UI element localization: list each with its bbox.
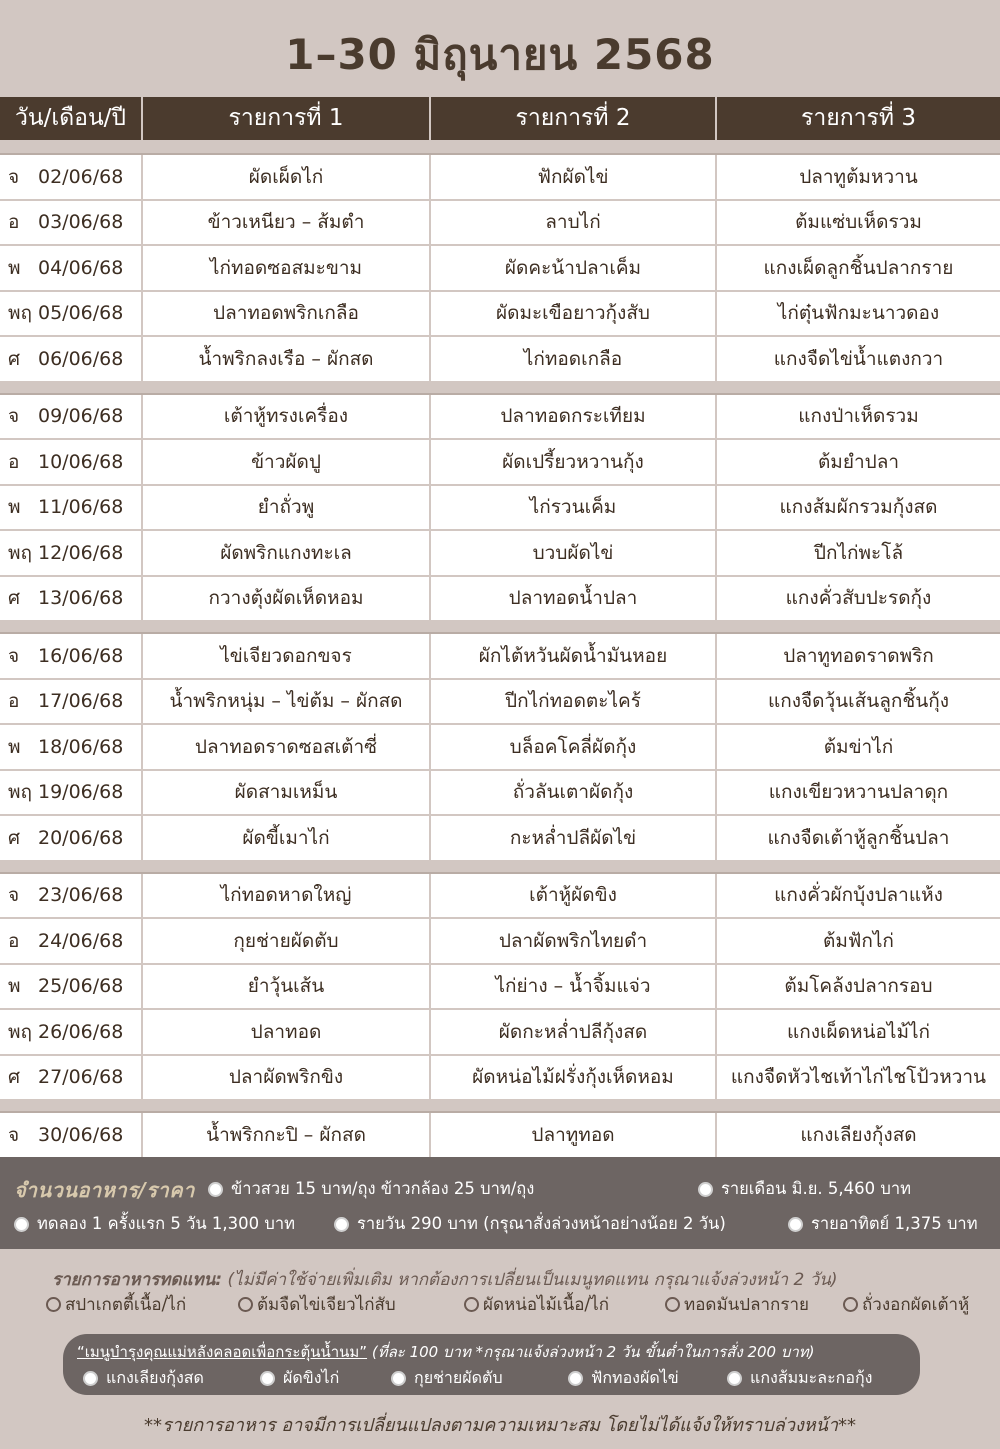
menu-item-1: กุยช่ายผัดตับ (142, 918, 430, 964)
menu-item-2: ผัดมะเขือยาวกุ้งสับ (430, 291, 716, 337)
table-row (0, 154, 1000, 200)
weekday-abbr: จ (8, 405, 20, 428)
menu-item-2: บวบผัดไข่ (430, 530, 716, 576)
date-value: 20/06/68 (38, 826, 124, 849)
substitute-item-label: ผัดหน่อไม้เนื้อ/ไก่ (483, 1295, 610, 1315)
menu-item-1: ปลาทอดราดซอสเต้าซี่ (142, 724, 430, 770)
trial-option[interactable] (14, 1211, 295, 1237)
table-row (0, 336, 1000, 382)
weekday-abbr: พฤ (8, 1020, 33, 1043)
date-cell (0, 964, 142, 1010)
menu-item-2: ผัดหน่อไม้ฝรั่งกุ้งเห็ดหอม (430, 1055, 716, 1101)
menu-item-2: ปีกไก่ทอดตะไคร้ (430, 679, 716, 725)
special-note: (ที่ละ 100 บาท *กรุณาแจ้งล่วงหน้า 2 วัน ขั้นต่ำในการสั่ง 200 บาท) (371, 1343, 815, 1361)
menu-item-2: เต้าหู้ผัดขิง (430, 873, 716, 919)
date-value: 13/06/68 (38, 587, 124, 610)
week-separator (0, 1100, 1000, 1112)
date-cell (0, 154, 142, 200)
menu-item-3: แกงจืดไข่น้ำแตงกวา (716, 336, 1000, 382)
date-cell (0, 918, 142, 964)
menu-item-3: ปลาทูต้มหวาน (716, 154, 1000, 200)
daily-option[interactable] (334, 1211, 726, 1237)
date-cell (0, 815, 142, 861)
table-row (0, 724, 1000, 770)
menu-item-3: แกงจืดวุ้นเส้นลูกชิ้นกุ้ง (716, 679, 1000, 725)
date-cell (0, 1112, 142, 1158)
table-row (0, 245, 1000, 291)
table-row (0, 964, 1000, 1010)
special-item-label: แกงเลียงกุ้งสด (106, 1368, 204, 1387)
menu-item-1: ผัดพริกแกงทะเล (142, 530, 430, 576)
date-cell (0, 873, 142, 919)
menu-item-2: ถั่วลันเตาผัดกุ้ง (430, 770, 716, 816)
radio-ring-icon (464, 1297, 479, 1312)
substitute-item[interactable] (665, 1291, 809, 1318)
menu-item-3: ต้มแซ่บเห็ดรวม (716, 200, 1000, 246)
menu-item-1: ผัดเผ็ดไก่ (142, 154, 430, 200)
radio-dot-icon (14, 1217, 29, 1232)
menu-item-1: ยำวุ้นเส้น (142, 964, 430, 1010)
weekday-abbr: ศ (8, 826, 21, 849)
menu-item-3: แกงเขียวหวานปลาดุก (716, 770, 1000, 816)
date-cell (0, 245, 142, 291)
menu-item-1: ข้าวผัดปู (142, 439, 430, 485)
table-row (0, 1112, 1000, 1158)
radio-dot-icon (788, 1217, 803, 1232)
date-cell (0, 633, 142, 679)
menu-item-3: แกงคั่วผักบุ้งปลาแห้ง (716, 873, 1000, 919)
substitute-item[interactable] (843, 1291, 969, 1318)
menu-item-3: แกงคั่วสับปะรดกุ้ง (716, 576, 1000, 622)
table-row (0, 439, 1000, 485)
table-row (0, 200, 1000, 246)
date-cell (0, 200, 142, 246)
table-row (0, 576, 1000, 622)
radio-dot-icon (727, 1371, 742, 1386)
substitute-item[interactable] (238, 1291, 396, 1318)
substitute-item-label: สปาเกตตี้เนื้อ/ไก่ (65, 1295, 187, 1315)
menu-item-3: แกงป่าเห็ดรวม (716, 394, 1000, 440)
special-item[interactable] (260, 1366, 339, 1391)
table-row (0, 530, 1000, 576)
radio-dot-icon (208, 1182, 223, 1197)
table-row (0, 394, 1000, 440)
date-value: 16/06/68 (38, 644, 124, 667)
weekday-abbr: พ (8, 256, 21, 279)
menu-item-3: ไก่ตุ๋นฟักมะนาวดอง (716, 291, 1000, 337)
table-row (0, 485, 1000, 531)
header-date: วัน/เดือน/ปี (0, 97, 142, 142)
weekday-abbr: พ (8, 975, 21, 998)
week-separator-cell (0, 382, 1000, 394)
weekday-abbr: จ (8, 1123, 20, 1146)
date-cell (0, 530, 142, 576)
page-title: 1–30 มิถุนายน 2568 (285, 30, 715, 79)
date-value: 09/06/68 (38, 405, 124, 428)
substitute-item[interactable] (464, 1291, 609, 1318)
date-cell (0, 1055, 142, 1101)
date-cell (0, 770, 142, 816)
week-separator (0, 621, 1000, 633)
menu-item-3: ปีกไก่พะโล้ (716, 530, 1000, 576)
menu-item-2: ผัดเปรี้ยวหวานกุ้ง (430, 439, 716, 485)
weekday-abbr: จ (8, 165, 20, 188)
pricing-box (0, 1157, 1000, 1249)
menu-item-1: น้ำพริกลงเรือ – ผักสด (142, 336, 430, 382)
menu-item-3: แกงจืดหัวไชเท้าไก่ไชโป้วหวาน (716, 1055, 1000, 1101)
table-row (0, 1055, 1000, 1101)
menu-body (0, 142, 1000, 1158)
menu-item-1: ผัดขี้เมาไก่ (142, 815, 430, 861)
menu-table (0, 97, 1000, 1159)
weekday-abbr: พฤ (8, 781, 33, 804)
menu-item-2: ปลาทอดน้ำปลา (430, 576, 716, 622)
menu-item-1: ไก่ทอดหาดใหญ่ (142, 873, 430, 919)
menu-item-3: ปลาทูทอดราดพริก (716, 633, 1000, 679)
date-value: 18/06/68 (38, 735, 124, 758)
substitute-note: (ไม่มีค่าใช้จ่ายเพิ่มเติม หากต้องการเปลี่ยนเป็นเมนูทดแทน กรุณาแจ้งล่วงหน้า 2 วัน) (227, 1270, 838, 1290)
date-value: 19/06/68 (38, 781, 124, 804)
radio-dot-icon (334, 1217, 349, 1232)
special-item[interactable] (727, 1366, 872, 1391)
radio-dot-icon (391, 1371, 406, 1386)
substitute-label: รายการอาหารทดแทน: (52, 1270, 223, 1290)
weekday-abbr: อ (8, 450, 20, 473)
week-separator-cell (0, 621, 1000, 633)
menu-item-2: บล็อคโคลี่ผัดกุ้ง (430, 724, 716, 770)
week-separator-cell (0, 1100, 1000, 1112)
menu-item-3: แกงจืดเต้าหู้ลูกชิ้นปลา (716, 815, 1000, 861)
substitute-heading (52, 1266, 992, 1293)
table-row (0, 633, 1000, 679)
substitute-item-label: ถั่วงอกผัดเต้าหู้ (862, 1295, 970, 1315)
menu-item-2: ฟักผัดไข่ (430, 154, 716, 200)
rice-price: ข้าวสวย 15 บาท/ถุง ข้าวกล้อง 25 บาท/ถุง (231, 1179, 535, 1198)
special-item-label: ฟักทองผัดไข่ (591, 1368, 679, 1387)
table-row (0, 770, 1000, 816)
menu-item-1: ยำถั่วพู (142, 485, 430, 531)
table-row (0, 918, 1000, 964)
date-cell (0, 576, 142, 622)
menu-item-3: แกงเลียงกุ้งสด (716, 1112, 1000, 1158)
special-title: “เมนูบำรุงคุณแม่หลังคลอดเพื่อกระตุ้นน้ำนม” (77, 1343, 368, 1361)
special-item[interactable] (568, 1366, 679, 1391)
menu-item-1: น้ำพริกกะปิ – ผักสด (142, 1112, 430, 1158)
weekday-abbr: ศ (8, 1066, 21, 1089)
menu-item-2: ผักไต้หวันผัดน้ำมันหอย (430, 633, 716, 679)
menu-item-3: ต้มโคล้งปลากรอบ (716, 964, 1000, 1010)
weekday-abbr: จ (8, 644, 20, 667)
weekday-abbr: ศ (8, 587, 21, 610)
menu-item-1: ปลาทอด (142, 1009, 430, 1055)
date-value: 27/06/68 (38, 1066, 124, 1089)
date-cell (0, 336, 142, 382)
special-item[interactable] (391, 1366, 503, 1391)
menu-item-1: ไก่ทอดซอสมะขาม (142, 245, 430, 291)
table-row (0, 1009, 1000, 1055)
substitute-item-label: ทอดมันปลากราย (684, 1295, 809, 1315)
radio-dot-icon (698, 1182, 713, 1197)
date-value: 26/06/68 (38, 1020, 124, 1043)
menu-item-1: ไข่เจียวดอกขจร (142, 633, 430, 679)
table-row (0, 679, 1000, 725)
header-item-3: รายการที่ 3 (716, 97, 1000, 142)
week-separator (0, 142, 1000, 154)
radio-dot-icon (260, 1371, 275, 1386)
week-separator (0, 861, 1000, 873)
week-separator-cell (0, 861, 1000, 873)
radio-dot-icon (83, 1371, 98, 1386)
menu-item-1: ปลาผัดพริกขิง (142, 1055, 430, 1101)
weekday-abbr: อ (8, 211, 20, 234)
radio-ring-icon (843, 1297, 858, 1312)
substitute-items (0, 1291, 1000, 1319)
menu-item-3: ต้มฟักไก่ (716, 918, 1000, 964)
daily-price: รายวัน 290 บาท (กรุณาสั่งล่วงหน้าอย่างน้อย 2 วัน) (357, 1214, 726, 1233)
menu-item-2: ผัดกะหล่ำปลีกุ้งสด (430, 1009, 716, 1055)
weekday-abbr: พ (8, 496, 21, 519)
date-value: 03/06/68 (38, 211, 124, 234)
menu-item-1: เต้าหู้ทรงเครื่อง (142, 394, 430, 440)
menu-item-3: ต้มข่าไก่ (716, 724, 1000, 770)
weekday-abbr: พฤ (8, 302, 33, 325)
footer-note: **รายการอาหาร อาจมีการเปลี่ยนแปลงตามความเหมาะสม โดยไม่ได้แจ้งให้ทราบล่วงหน้า** (143, 1415, 857, 1436)
date-value: 17/06/68 (38, 690, 124, 713)
weekday-abbr: พ (8, 735, 21, 758)
date-value: 02/06/68 (38, 165, 124, 188)
menu-item-2: ไก่ทอดเกลือ (430, 336, 716, 382)
weekday-abbr: อ (8, 929, 20, 952)
table-row (0, 815, 1000, 861)
special-item-label: ผัดขิงไก่ (283, 1368, 340, 1387)
trial-price: ทดลอง 1 ครั้งแรก 5 วัน 1,300 บาท (37, 1214, 295, 1233)
table-row (0, 873, 1000, 919)
weekday-abbr: อ (8, 690, 20, 713)
date-value: 10/06/68 (38, 450, 124, 473)
menu-item-1: น้ำพริกหนุ่ม – ไข่ต้ม – ผักสด (142, 679, 430, 725)
menu-item-2: ปลาทอดกระเทียม (430, 394, 716, 440)
weekly-price: รายอาทิตย์ 1,375 บาท (811, 1214, 978, 1233)
date-cell (0, 394, 142, 440)
special-heading (77, 1340, 815, 1364)
date-value: 25/06/68 (38, 975, 124, 998)
menu-item-1: ข้าวเหนียว – ส้มตำ (142, 200, 430, 246)
menu-item-3: แกงเผ็ดลูกชิ้นปลากราย (716, 245, 1000, 291)
date-value: 24/06/68 (38, 929, 124, 952)
header-item-2: รายการที่ 2 (430, 97, 716, 142)
menu-item-2: กะหล่ำปลีผัดไข่ (430, 815, 716, 861)
table-row (0, 291, 1000, 337)
week-separator-cell (0, 142, 1000, 154)
table-header-row (0, 97, 1000, 142)
menu-item-2: ไก่รวนเค็ม (430, 485, 716, 531)
special-item-label: แกงส้มมะละกอกุ้ง (750, 1368, 873, 1387)
monthly-price: รายเดือน มิ.ย. 5,460 บาท (721, 1179, 911, 1198)
date-cell (0, 439, 142, 485)
special-item-label: กุยช่ายผัดตับ (414, 1368, 503, 1387)
date-cell (0, 679, 142, 725)
special-item[interactable] (83, 1366, 204, 1391)
substitute-item-label: ต้มจืดไข่เจียวไก่สับ (257, 1295, 396, 1315)
menu-item-1: ผัดสามเหม็น (142, 770, 430, 816)
menu-item-2: ลาบไก่ (430, 200, 716, 246)
monthly-option[interactable] (698, 1176, 911, 1202)
date-value: 05/06/68 (38, 302, 124, 325)
weekday-abbr: จ (8, 884, 20, 907)
menu-item-3: ต้มยำปลา (716, 439, 1000, 485)
week-separator (0, 382, 1000, 394)
special-menu-box (63, 1334, 920, 1395)
date-value: 23/06/68 (38, 884, 124, 907)
weekday-abbr: พฤ (8, 541, 33, 564)
date-cell (0, 724, 142, 770)
menu-item-2: ไก่ย่าง – น้ำจิ้มแจ่ว (430, 964, 716, 1010)
radio-ring-icon (665, 1297, 680, 1312)
menu-item-3: แกงเผ็ดหน่อไม้ไก่ (716, 1009, 1000, 1055)
date-cell (0, 1009, 142, 1055)
date-value: 11/06/68 (38, 496, 124, 519)
weekday-abbr: ศ (8, 347, 21, 370)
substitute-item[interactable] (46, 1291, 186, 1318)
date-value: 06/06/68 (38, 347, 124, 370)
date-value: 30/06/68 (38, 1123, 124, 1146)
radio-ring-icon (238, 1297, 253, 1312)
radio-dot-icon (568, 1371, 583, 1386)
menu-item-3: แกงส้มผักรวมกุ้งสด (716, 485, 1000, 531)
pricing-label: จำนวนอาหาร/ราคา (14, 1178, 195, 1202)
date-value: 12/06/68 (38, 541, 124, 564)
menu-item-2: ปลาทูทอด (430, 1112, 716, 1158)
header-item-1: รายการที่ 1 (142, 97, 430, 142)
date-value: 04/06/68 (38, 256, 124, 279)
menu-item-2: ปลาผัดพริกไทยดำ (430, 918, 716, 964)
menu-item-1: กวางตุ้งผัดเห็ดหอม (142, 576, 430, 622)
weekly-option[interactable] (788, 1211, 978, 1237)
menu-item-1: ปลาทอดพริกเกลือ (142, 291, 430, 337)
menu-item-2: ผัดคะน้าปลาเค็ม (430, 245, 716, 291)
radio-ring-icon (46, 1297, 61, 1312)
date-cell (0, 485, 142, 531)
rice-option[interactable] (208, 1176, 534, 1202)
date-cell (0, 291, 142, 337)
